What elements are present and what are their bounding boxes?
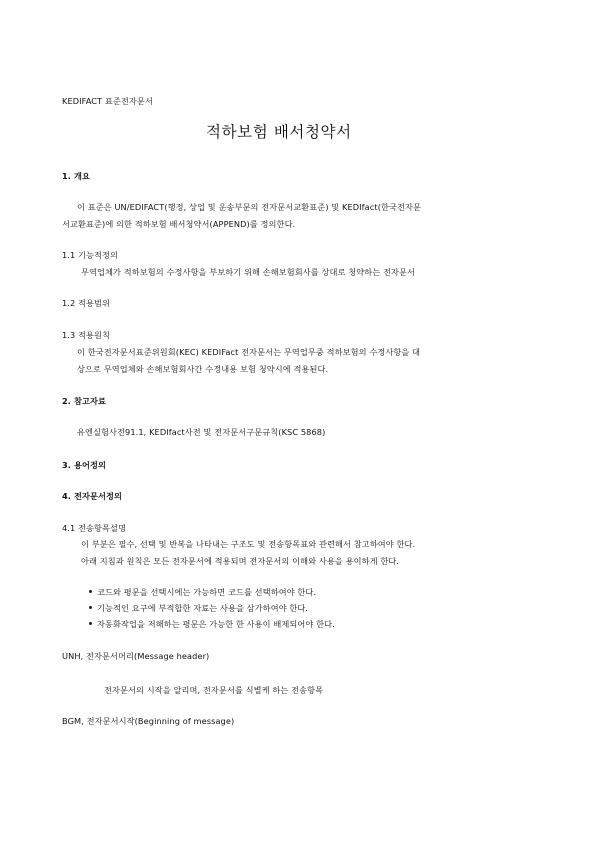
unh-body: 전자문서의 시작을 알리며, 전자문서를 식별케 하는 전송항목 xyxy=(104,685,324,695)
document-header: KEDIFACT 표준전자문서 xyxy=(62,96,153,106)
bullet-icon xyxy=(89,590,92,593)
section-1-1-body: 무역업체가 적하보험의 수정사항을 부보하기 위해 손해보험회사를 상대로 청약하는 전자문서 xyxy=(81,267,415,277)
section-4-heading: 4. 전자문서정의 xyxy=(62,491,123,501)
section-4-1-bullet-2: 기능적인 요구에 부적합한 자료는 사용을 삼가하여야 한다. xyxy=(97,603,309,613)
section-1-3-heading: 1.3 적용원칙 xyxy=(62,330,111,340)
section-1-3-line2: 상으로 무역업체와 손해보험회사간 수정내용 보험 청약시에 적용된다. xyxy=(77,364,329,374)
section-4-1-line1: 이 부분은 필수, 선택 및 반복을 나타내는 구조도 및 전송항목표와 관련해서 참고하여야 한다. xyxy=(81,539,416,549)
section-1-2-heading: 1.2 적용범위 xyxy=(62,298,111,308)
section-1-paragraph-line1: 이 표준은 UN/EDIFACT(행정, 상업 및 운송부문의 전자문서교환표준) 및 KEDIfact(한국전자문 xyxy=(77,202,422,212)
section-1-3-line1: 이 한국전자문서표준위원회(KEC) KEDIFact 전자문서는 무역업무중 적하보험의 수정사항을 대 xyxy=(77,347,421,357)
section-1-paragraph-line2: 서교환표준)에 의한 적하보험 배서청약서(APPEND)를 정의한다. xyxy=(62,219,296,229)
bullet-icon xyxy=(89,606,92,609)
bgm-heading: BGM, 전자문서시작(Beginning of message) xyxy=(62,716,235,726)
section-1-heading: 1. 개요 xyxy=(62,171,90,181)
section-4-1-line2: 아래 지침과 원칙은 모든 전자문서에 적용되며 전자문서의 이해와 사용을 용이하게 한다. xyxy=(81,556,400,566)
document-title: 적하보험 배서청약서 xyxy=(206,123,352,141)
section-2-body: 유엔실험사전91.1, KEDIfact사전 및 전자문서구문규칙(KSC 5868) xyxy=(77,427,326,437)
section-2-heading: 2. 참고자료 xyxy=(62,396,106,406)
section-3-heading: 3. 용어정의 xyxy=(62,460,106,470)
unh-heading: UNH, 전자문서머리(Message header) xyxy=(62,651,210,661)
section-4-1-bullet-1: 코드와 평문을 선택시에는 가능하면 코드를 선택하여야 한다. xyxy=(97,587,317,597)
section-1-1-heading: 1.1 기능적정의 xyxy=(62,250,119,260)
section-4-1-bullet-3: 자동화작업을 저해하는 평문은 가능한 한 사용이 배제되어야 한다. xyxy=(97,619,335,629)
bullet-icon xyxy=(89,622,92,625)
section-4-1-heading: 4.1 전송항목설명 xyxy=(62,523,127,533)
